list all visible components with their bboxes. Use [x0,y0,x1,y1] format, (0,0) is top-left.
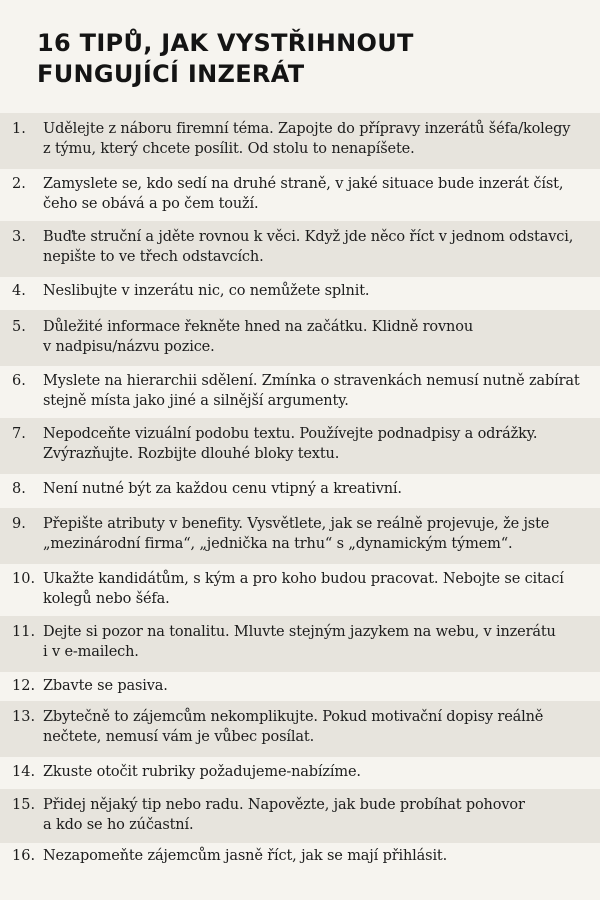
list-item [0,843,600,873]
list-item [0,418,600,474]
tip-line: Ukažte kandidátům, s kým a pro koho budou pracovat. Nebojte se citací [43,571,564,587]
tip-number: 2. [12,176,26,192]
tip-line: Přidej nějaký tip nebo radu. Napovězte, jak bude probíhat pohovor [43,797,525,813]
tip-number: 7. [12,426,26,442]
tip-line: Zbavte se pasiva. [43,678,168,694]
list-item [0,564,600,616]
tip-line: Neslibujte v inzerátu nic, co nemůžete splnit. [43,283,370,299]
tip-text [43,570,593,609]
list-item [0,221,600,277]
tip-line: Důležité informace řekněte hned na začátku. Klidně rovnou [43,319,474,335]
tip-line: Nezapomeňte zájemcům jasně říct, jak se mají přihlásit. [43,848,448,864]
tip-line: Myslete na hierarchii sdělení. Zmínka o stravenkách nemusí nutně zabírat [43,373,580,389]
tip-text [43,847,593,867]
tip-text [43,282,593,302]
tip-line: Buďte struční a jděte rovnou k věci. Když jde něco říct v jednom odstavci, [43,229,574,245]
tip-text [43,623,593,662]
tip-line: nečtete, nemusí vám je vůbec posílat. [43,728,315,745]
tip-text [43,677,593,697]
tip-number: 1. [12,121,26,137]
tip-text [43,120,593,159]
list-item [0,169,600,221]
tip-line: a kdo se ho zúčastní. [43,816,194,833]
tip-text [43,708,593,747]
tip-line: i v e-mailech. [43,643,139,660]
tip-number: 14. [12,764,36,780]
tip-line: v nadpisu/názvu pozice. [43,338,215,355]
tip-number: 15. [12,797,36,813]
list-item [0,616,600,672]
list-item [0,113,600,169]
tip-line: Není nutné být za každou cenu vtipný a kreativní. [43,481,402,497]
tip-number: 6. [12,373,26,389]
title-line-2: FUNGUJÍCÍ INZERÁT [37,60,305,88]
tip-number: 13. [12,709,36,725]
tip-line: „mezinárodní firma“, „jednička na trhu“ s „dynamickým týmem“. [43,535,513,552]
tip-text [43,763,593,783]
tip-line: Zvýrazňujte. Rozbijte dlouhé bloky textu. [43,445,340,462]
list-item [0,701,600,757]
tip-text [43,515,593,554]
list-item [0,672,600,701]
tip-line: Zamyslete se, kdo sedí na druhé straně, v jaké situace bude inzerát číst, [43,176,564,192]
title-line-1: 16 TIPŮ, JAK VYSTŘIHNOUT [37,29,414,57]
tip-line: Zbytečně to zájemcům nekomplikujte. Pokud motivační dopisy reálně [43,709,544,725]
tip-line: Zkuste otočit rubriky požadujeme-nabízíme. [43,764,361,780]
list-item [0,508,600,564]
tip-line: nepište to ve třech odstavcích. [43,248,264,265]
list-item [0,474,600,508]
tip-line: z týmu, který chcete posílit. Od stolu to nenapíšete. [43,140,415,157]
tip-number: 5. [12,319,26,335]
tip-number: 4. [12,283,26,299]
tip-line: čeho se obává a po čem touží. [43,195,259,212]
list-item [0,277,600,310]
tip-text [43,425,593,464]
tip-line: kolegů nebo šéfa. [43,590,170,607]
tip-number: 16. [12,848,36,864]
tip-text [43,796,593,835]
tip-text [43,228,593,267]
tip-line: Nepodceňte vizuální podobu textu. Používejte podnadpisy a odrážky. [43,426,538,442]
tip-line: Udělejte z náboru firemní téma. Zapojte do přípravy inzerátů šéfa/kolegy [43,121,571,137]
list-item [0,757,600,789]
tip-number: 3. [12,229,26,245]
tip-number: 10. [12,571,36,587]
tip-text [43,318,593,357]
tip-text [43,372,593,411]
list-item [0,789,600,843]
tip-line: Přepište atributy v benefity. Vysvětlete, jak se reálně projevuje, že jste [43,516,550,532]
tip-line: stejně místa jako jiné a silnější argumenty. [43,392,349,409]
tip-text [43,480,593,500]
tip-line: Dejte si pozor na tonalitu. Mluvte stejným jazykem na webu, v inzerátu [43,624,556,640]
list-item [0,310,600,366]
tip-number: 8. [12,481,26,497]
tip-number: 9. [12,516,26,532]
list-item [0,366,600,418]
tip-text [43,175,593,214]
tip-number: 11. [12,624,36,640]
tip-number: 12. [12,678,36,694]
